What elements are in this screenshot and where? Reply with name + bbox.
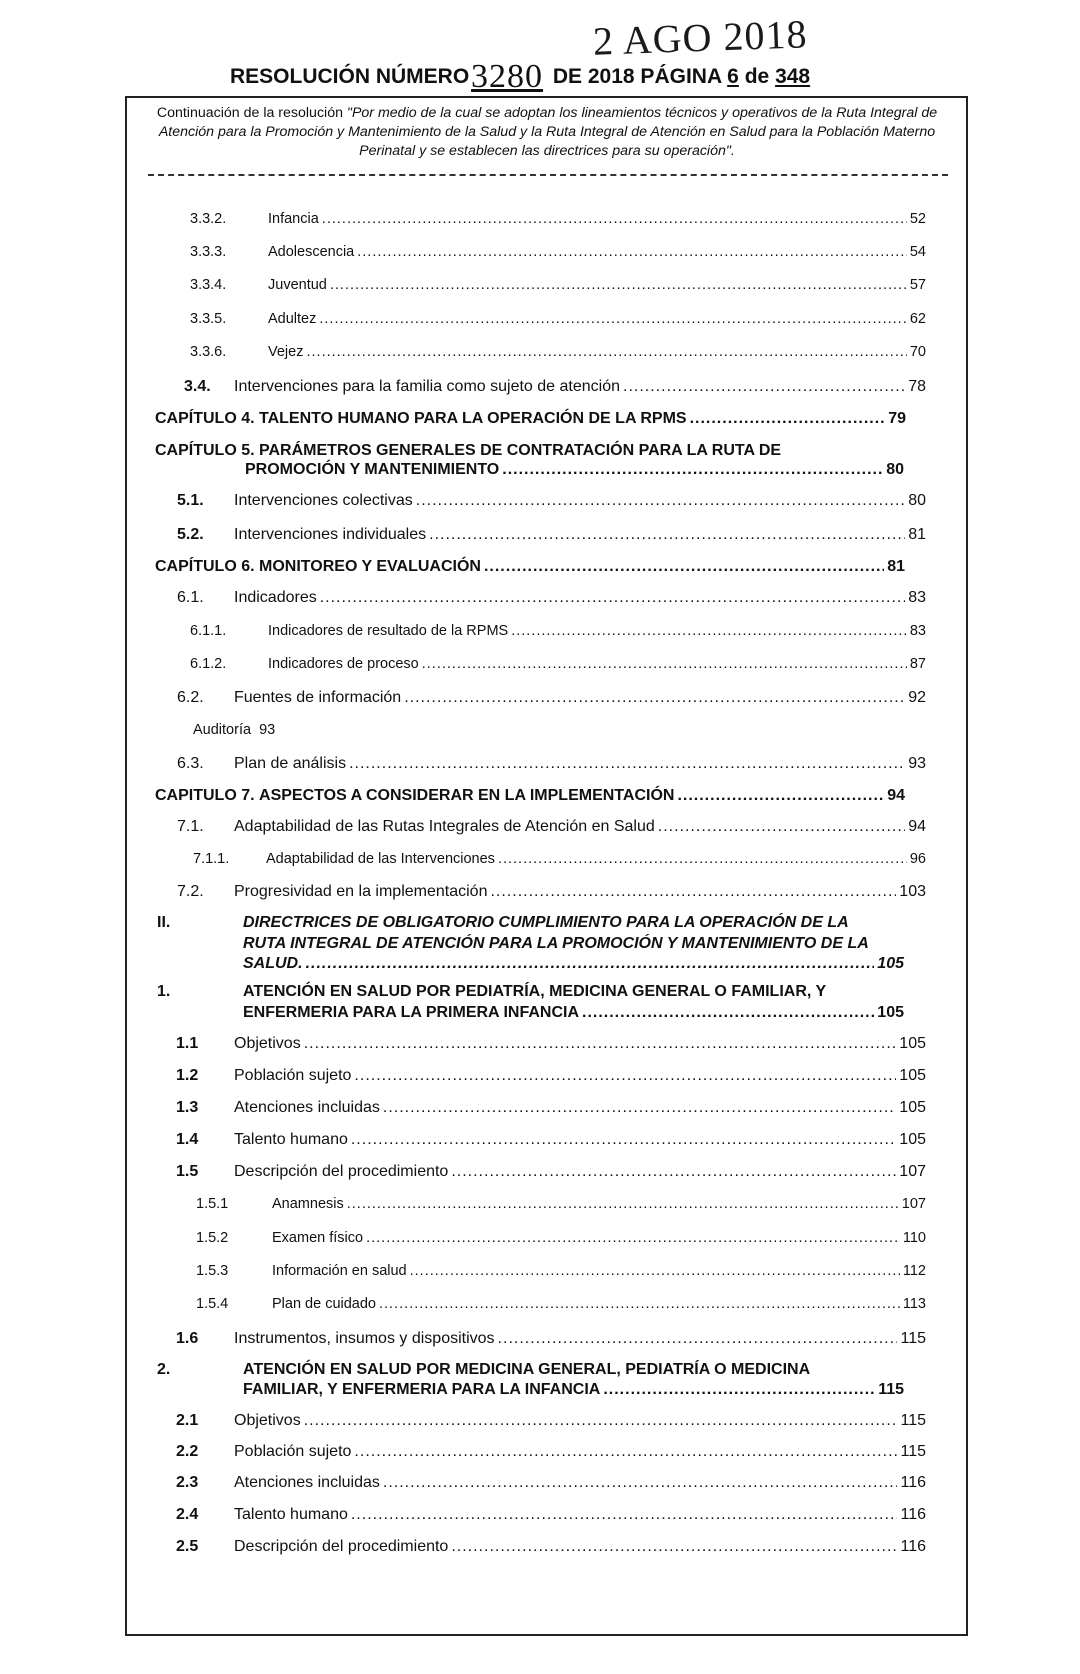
toc-title: Intervenciones colectivas — [234, 492, 413, 509]
toc-entry[interactable] — [176, 1099, 926, 1117]
toc-title: TALENTO HUMANO PARA LA OPERACIÓN DE LA RPMS — [259, 410, 687, 427]
toc-leader — [347, 1196, 899, 1212]
toc-page: 54 — [909, 244, 926, 260]
toc-title: Población sujeto — [234, 1067, 352, 1084]
toc-number: 6.1.2. — [190, 656, 227, 672]
toc-entry[interactable] — [176, 1474, 926, 1492]
toc-number: 5.2. — [177, 526, 204, 543]
toc-number: 7.1.1. — [193, 851, 230, 867]
toc-title: SALUD. — [243, 955, 303, 972]
toc-page: 70 — [909, 344, 926, 360]
toc-page: 83 — [909, 623, 926, 639]
toc-number: 2.5 — [176, 1538, 199, 1555]
toc-page: 52 — [909, 211, 926, 227]
page-total: 348 — [775, 65, 811, 88]
toc-number: 3.3.6. — [190, 344, 227, 360]
toc-leader — [366, 1230, 900, 1246]
toc-title: Plan de análisis — [234, 755, 347, 772]
toc-number: CAPÍTULO 4. — [155, 410, 255, 427]
toc-number: 1.5.3 — [196, 1263, 229, 1279]
page-of: de — [744, 65, 770, 88]
toc-page: 115 — [878, 1381, 904, 1398]
toc-leader — [429, 526, 905, 544]
toc-entry[interactable] — [190, 656, 926, 672]
toc-title-line1: ATENCIÓN EN SALUD POR PEDIATRÍA, MEDICINA GENERAL O FAMILIAR, Y — [243, 983, 827, 1000]
toc-page: 96 — [909, 851, 926, 867]
toc-number: 1.1 — [176, 1035, 199, 1052]
toc-leader — [490, 883, 896, 901]
toc-entry[interactable] — [176, 1067, 926, 1085]
toc-leader — [383, 1099, 896, 1117]
toc-title: Infancia — [268, 211, 319, 227]
toc-number: 1.5.2 — [196, 1230, 229, 1246]
toc-leader — [582, 1004, 874, 1022]
toc-leader — [320, 589, 905, 607]
toc-entry[interactable] — [196, 1230, 926, 1246]
toc-number: 3.3.4. — [190, 277, 227, 293]
toc-title: Información en salud — [272, 1263, 407, 1279]
toc-page: 57 — [909, 277, 926, 293]
toc-entry[interactable] — [193, 851, 926, 867]
toc-section-number: 2. — [157, 1361, 171, 1378]
toc-leader — [498, 1330, 898, 1348]
toc-leader — [383, 1474, 898, 1492]
toc-title: ASPECTOS A CONSIDERAR EN LA IMPLEMENTACIÓN — [259, 787, 675, 804]
toc-leader — [304, 1412, 898, 1430]
toc-page: 80 — [886, 461, 904, 478]
toc-entry[interactable] — [176, 1506, 926, 1524]
toc-entry[interactable] — [190, 344, 926, 360]
toc-page: 93 — [908, 755, 926, 772]
toc-part-number: II. — [157, 914, 171, 931]
toc-leader — [422, 656, 907, 672]
resolution-de: DE 2018 PÁGINA — [552, 65, 722, 88]
toc-leader — [354, 1443, 897, 1461]
toc-title: Examen físico — [272, 1230, 364, 1246]
toc-page: 110 — [902, 1230, 926, 1246]
toc-entry[interactable] — [184, 378, 926, 396]
toc-number: CAPÍTULO 6. — [155, 558, 255, 575]
toc-leader — [603, 1381, 875, 1399]
toc-number: 2.2 — [176, 1443, 199, 1460]
toc-title: ENFERMERIA PARA LA PRIMERA INFANCIA — [243, 1004, 579, 1021]
toc-page: 105 — [877, 955, 904, 972]
toc-part[interactable] — [243, 955, 904, 973]
toc-page: 80 — [908, 492, 926, 509]
toc-page: 81 — [908, 526, 926, 543]
toc-leader — [306, 955, 875, 973]
toc-entry[interactable] — [176, 1412, 926, 1430]
toc-number: 1.5.4 — [196, 1296, 229, 1312]
toc-entry[interactable] — [177, 818, 926, 836]
toc-number: 2.1 — [176, 1412, 199, 1429]
toc-section[interactable] — [243, 1381, 904, 1399]
toc-number: CAPÍTULO 5. — [155, 442, 255, 459]
toc-leader — [623, 378, 905, 396]
toc-number: 6.1.1. — [190, 623, 227, 639]
toc-title: Talento humano — [234, 1506, 348, 1523]
toc-title: Indicadores de proceso — [268, 656, 419, 672]
toc-page: 103 — [899, 883, 926, 900]
toc-title: Progresividad en la implementación — [234, 883, 488, 900]
toc-chapter-line1 — [155, 442, 781, 460]
toc-title: Instrumentos, insumos y dispositivos — [234, 1330, 495, 1347]
continuation-lead: Continuación de la resolución — [156, 105, 347, 121]
toc-title: Fuentes de información — [234, 689, 402, 706]
toc-entry[interactable] — [190, 211, 926, 227]
toc-entry[interactable] — [196, 1263, 926, 1279]
toc-number: 3.3.5. — [190, 311, 227, 327]
toc-title: Indicadores de resultado de la RPMS — [268, 623, 509, 639]
toc-leader — [379, 1296, 900, 1312]
toc-leader — [322, 211, 907, 227]
toc-title: Adolescencia — [268, 244, 355, 260]
toc-title: PROMOCIÓN Y MANTENIMIENTO — [245, 461, 500, 478]
toc-leader — [306, 344, 906, 360]
toc-title: Población sujeto — [234, 1443, 352, 1460]
toc-number: 3.3.3. — [190, 244, 227, 260]
toc-title: Atenciones incluidas — [234, 1099, 380, 1116]
toc-number: 1.4 — [176, 1131, 199, 1148]
toc-page: 81 — [887, 558, 905, 575]
toc-title: Atenciones incluidas — [234, 1474, 380, 1491]
toc-page: 112 — [902, 1263, 926, 1279]
continuation-title: "Por medio de la cual se adoptan los lineamientos técnicos y operativos de la Ruta Integral de Atención para la Promoción y Mantenimiento de la Salud y la Ruta Integral de Atención en Salud para la Población Materno Perinatal y se establecen las directrices para su operación". — [158, 105, 938, 159]
toc-title: Anamnesis — [272, 1196, 344, 1212]
toc-page: 107 — [901, 1196, 926, 1212]
toc-page: 79 — [888, 410, 906, 427]
toc-number: 3.4. — [184, 378, 211, 395]
toc-leader — [658, 818, 905, 836]
toc-chapter[interactable] — [155, 410, 906, 428]
toc-leader — [404, 689, 905, 707]
toc-title: Objetivos — [234, 1035, 301, 1052]
toc-entry[interactable] — [177, 526, 926, 544]
toc-page: 105 — [899, 1131, 926, 1148]
toc-leader — [690, 410, 886, 428]
toc-leader — [330, 277, 907, 293]
toc-chapter[interactable] — [245, 461, 904, 479]
toc-page: 92 — [908, 689, 926, 706]
page-number: 6 — [727, 65, 739, 88]
date-stamp: 2 AGO 2018 — [592, 11, 809, 64]
toc-entry[interactable] — [193, 722, 275, 738]
toc-number: 1.6 — [176, 1330, 199, 1347]
toc-number: 7.2. — [177, 883, 204, 900]
toc-title-line1: PARÁMETROS GENERALES DE CONTRATACIÓN PARA LA RUTA DE — [259, 442, 782, 459]
toc-entry[interactable] — [196, 1296, 926, 1312]
toc-entry[interactable] — [190, 623, 926, 639]
toc-page: 78 — [908, 378, 926, 395]
toc-entry[interactable] — [176, 1035, 926, 1053]
toc-section-number: 1. — [157, 983, 171, 1000]
toc-entry[interactable] — [177, 883, 926, 901]
toc-title: Plan de cuidado — [272, 1296, 376, 1312]
toc-page: 116 — [900, 1538, 926, 1555]
toc-number: 1.5.1 — [196, 1196, 229, 1212]
toc-title: FAMILIAR, Y ENFERMERIA PARA LA INFANCIA — [243, 1381, 601, 1398]
toc-title: Descripción del procedimiento — [234, 1538, 449, 1555]
toc-title: Vejez — [268, 344, 304, 360]
toc-entry[interactable] — [177, 755, 926, 773]
toc-title-line1: ATENCIÓN EN SALUD POR MEDICINA GENERAL, PEDIATRÍA O MEDICINA — [243, 1361, 811, 1378]
toc-title: Intervenciones individuales — [234, 526, 427, 543]
toc-chapter[interactable] — [155, 558, 905, 576]
toc-entry[interactable] — [176, 1330, 926, 1348]
toc-leader — [677, 787, 884, 805]
toc-page: 93 — [259, 722, 276, 738]
toc-leader — [451, 1538, 897, 1556]
toc-number: 6.2. — [177, 689, 204, 706]
toc-leader — [451, 1163, 896, 1181]
toc-entry[interactable] — [190, 277, 926, 293]
toc-section[interactable] — [243, 1004, 904, 1022]
toc-entry[interactable] — [176, 1443, 926, 1461]
toc-number: 2.4 — [176, 1506, 199, 1523]
toc-number: 5.1. — [177, 492, 204, 509]
toc-title: Auditoría — [193, 722, 252, 738]
toc-entry[interactable] — [190, 244, 926, 260]
toc-page: 115 — [900, 1443, 926, 1460]
toc-title: Adultez — [268, 311, 317, 327]
toc-entry[interactable] — [190, 311, 926, 327]
toc-page: 115 — [900, 1330, 926, 1347]
toc-chapter[interactable] — [155, 787, 905, 805]
toc-leader — [349, 755, 905, 773]
toc-number: 7.1. — [177, 818, 204, 835]
toc-page: 105 — [899, 1035, 926, 1052]
toc-entry[interactable] — [177, 689, 926, 707]
toc-number: 2.3 — [176, 1474, 199, 1491]
toc-leader — [484, 558, 884, 576]
toc-page: 87 — [909, 656, 926, 672]
toc-number: 1.3 — [176, 1099, 199, 1116]
resolution-number: 3280 — [471, 58, 544, 95]
toc-page: 115 — [900, 1412, 926, 1429]
toc-title: Adaptabilidad de las Intervenciones — [266, 851, 495, 867]
toc-page: 105 — [899, 1067, 926, 1084]
toc-leader — [319, 311, 906, 327]
toc-title: MONITOREO Y EVALUACIÓN — [259, 558, 481, 575]
toc-leader — [351, 1506, 898, 1524]
toc-page: 107 — [899, 1163, 926, 1180]
toc-page: 105 — [899, 1099, 926, 1116]
toc-leader — [357, 244, 907, 260]
toc-title: Juventud — [268, 277, 327, 293]
toc-entry[interactable] — [176, 1538, 926, 1556]
toc-page: 62 — [909, 311, 926, 327]
toc-page: 83 — [908, 589, 926, 606]
toc-entry[interactable] — [176, 1131, 926, 1149]
toc-entry[interactable] — [196, 1196, 926, 1212]
toc-title: Intervenciones para la familia como sujeto de atención — [234, 378, 620, 395]
toc-number: 6.3. — [177, 755, 204, 772]
toc-leader — [351, 1131, 896, 1149]
toc-title: Adaptabilidad de las Rutas Integrales de Atención en Salud — [234, 818, 655, 835]
toc-page: 94 — [887, 787, 905, 804]
toc-number: 1.2 — [176, 1067, 199, 1084]
toc-title: Indicadores — [234, 589, 317, 606]
toc-number: 1.5 — [176, 1163, 199, 1180]
toc-entry[interactable] — [176, 1163, 926, 1181]
toc-title-line2: RUTA INTEGRAL DE ATENCIÓN PARA LA PROMOCIÓN Y MANTENIMIENTO DE LA — [243, 935, 869, 952]
toc-page: 113 — [902, 1296, 926, 1312]
toc-number: CAPITULO 7. — [155, 787, 255, 804]
toc-number: 3.3.2. — [190, 211, 227, 227]
toc-title: Descripción del procedimiento — [234, 1163, 449, 1180]
toc-leader — [410, 1263, 900, 1279]
toc-number: 6.1. — [177, 589, 204, 606]
toc-page: 94 — [908, 818, 926, 835]
toc-leader — [502, 461, 883, 479]
toc-page: 116 — [900, 1506, 926, 1523]
toc-title: Objetivos — [234, 1412, 301, 1429]
toc-leader — [416, 492, 905, 510]
toc-title: Talento humano — [234, 1131, 348, 1148]
toc-page: 116 — [900, 1474, 926, 1491]
resolution-title: RESOLUCIÓN NÚMERO — [230, 65, 470, 88]
toc-entry[interactable] — [177, 492, 926, 510]
toc-page: 105 — [877, 1004, 904, 1021]
toc-leader — [354, 1067, 896, 1085]
toc-leader — [511, 623, 907, 639]
toc-title-line1: DIRECTRICES DE OBLIGATORIO CUMPLIMIENTO PARA LA OPERACIÓN DE LA — [243, 914, 849, 931]
toc-leader — [498, 851, 907, 867]
toc-leader — [304, 1035, 897, 1053]
toc-entry[interactable] — [177, 589, 926, 607]
